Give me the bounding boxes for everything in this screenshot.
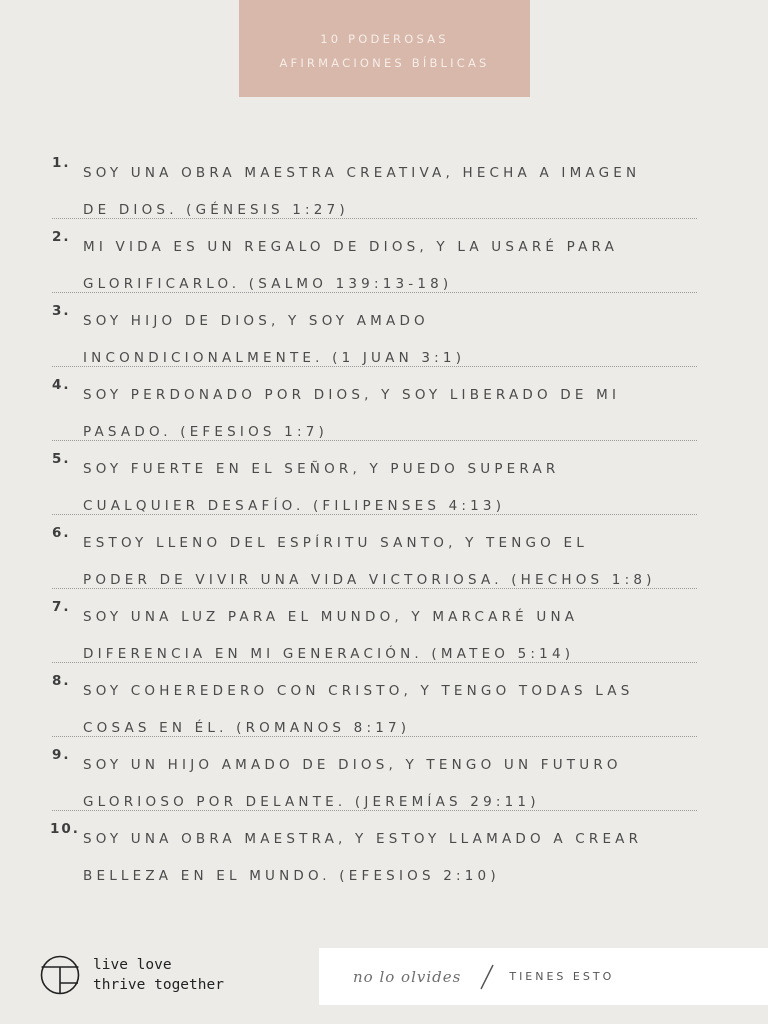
item-number: 6. [52,525,71,541]
list-item [52,663,697,737]
item-text [83,451,703,524]
item-text-line-2: COSAS EN ÉL. (ROMANOS 8:17) [83,719,411,736]
item-number: 7. [52,599,71,615]
list-item [52,737,697,811]
brand-line-1: live love [93,957,172,973]
item-number: 2. [52,229,71,245]
item-number: 4. [52,377,71,393]
item-text-line-2: DIFERENCIA EN MI GENERACIÓN. (MATEO 5:14) [83,645,575,662]
item-text-line-2: CUALQUIER DESAFÍO. (FILIPENSES 4:13) [83,497,506,514]
footer-text: TIENES ESTO [509,970,615,983]
item-text [83,377,703,450]
item-text-line-2: PASADO. (EFESIOS 1:7) [83,423,328,440]
slash-divider-icon [477,962,497,992]
item-number: 3. [52,303,71,319]
item-number: 8. [52,673,71,689]
brand-line-2: thrive together [93,977,224,993]
item-text [83,155,703,228]
title-line-1: 10 PODEROSAS [320,31,449,46]
circle-t-logo-icon [40,955,80,995]
item-text [83,525,703,598]
item-number: 1. [52,155,71,171]
item-text-line-2: INCONDICIONALMENTE. (1 JUAN 3:1) [83,349,466,366]
item-text [83,229,703,302]
item-text [83,673,703,746]
item-text-line-1: SOY UNA LUZ PARA EL MUNDO, Y MARCARÉ UNA [83,609,579,625]
brand [40,955,224,995]
list-item [52,219,697,293]
title-line-2: AFIRMACIONES BÍBLICAS [279,55,490,70]
item-text-line-1: SOY PERDONADO POR DIOS, Y SOY LIBERADO DE MI [83,387,621,403]
list-item [52,293,697,367]
item-text [83,599,703,672]
item-text-line-1: SOY UN HIJO AMADO DE DIOS, Y TENGO UN FUTURO [83,757,622,773]
item-text-line-1: SOY FUERTE EN EL SEÑOR, Y PUEDO SUPERAR [83,461,560,477]
script-text: no lo olvides [353,967,462,986]
list-item [52,367,697,441]
item-text [83,747,703,820]
affirmation-list [52,145,697,884]
list-item [52,589,697,663]
item-text-line-2: GLORIFICARLO. (SALMO 139:13-18) [83,275,453,292]
brand-text [93,955,224,995]
list-item [52,811,697,884]
title-box [239,0,530,97]
list-item [52,515,697,589]
item-number: 5. [52,451,71,467]
item-text-line-1: SOY UNA OBRA MAESTRA, Y ESTOY LLAMADO A CREAR [83,831,643,847]
item-text [83,821,703,894]
footer-box [319,948,768,1005]
item-text-line-2: GLORIOSO POR DELANTE. (JEREMÍAS 29:11) [83,793,540,810]
list-item [52,441,697,515]
item-text-line-2: PODER DE VIVIR UNA VIDA VICTORIOSA. (HECHOS 1:8) [83,571,656,588]
item-text-line-1: ESTOY LLENO DEL ESPÍRITU SANTO, Y TENGO EL [83,535,588,551]
item-text-line-1: SOY COHEREDERO CON CRISTO, Y TENGO TODAS LAS [83,683,634,699]
item-text-line-1: SOY UNA OBRA MAESTRA CREATIVA, HECHA A IMAGEN [83,165,641,181]
item-number: 9. [52,747,71,763]
item-text-line-2: DE DIOS. (GÉNESIS 1:27) [83,201,349,218]
item-text-line-1: MI VIDA ES UN REGALO DE DIOS, Y LA USARÉ PARA [83,239,619,255]
list-item [52,145,697,219]
item-text-line-1: SOY HIJO DE DIOS, Y SOY AMADO [83,313,429,329]
item-text [83,303,703,376]
item-text-line-2: BELLEZA EN EL MUNDO. (EFESIOS 2:10) [83,867,500,884]
item-number: 10. [50,821,80,837]
